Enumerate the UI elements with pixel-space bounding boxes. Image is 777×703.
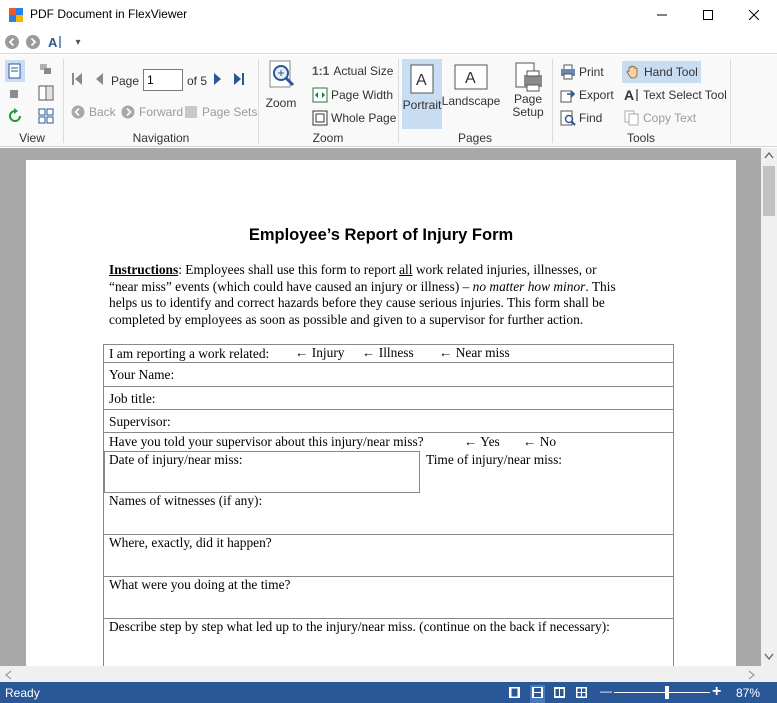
last-page-icon: [233, 72, 245, 86]
supervisor-row[interactable]: [104, 410, 673, 433]
page-setup-icon: [512, 61, 544, 93]
quick-access-toolbar: [0, 30, 777, 54]
landscape-label: Landscape: [441, 94, 501, 108]
qat-customize-dropdown[interactable]: ▾: [75, 36, 81, 48]
page-width-icon: [312, 87, 328, 103]
previous-page-icon: [94, 72, 104, 86]
page-sets-button[interactable]: [183, 104, 257, 120]
app-icon: [9, 8, 23, 22]
forward-label: Forward: [139, 105, 184, 119]
first-page-button[interactable]: [71, 72, 83, 86]
view-group-label: View: [19, 131, 45, 145]
pages-group-label: Pages: [457, 131, 493, 145]
thumbnails-icon: [38, 108, 54, 124]
svg-text:A: A: [465, 70, 476, 87]
qat-back-button[interactable]: [3, 33, 21, 51]
page-sets-label: Page Sets: [202, 105, 258, 119]
forward-icon: [121, 105, 135, 119]
print-label: Print: [579, 65, 604, 79]
find-icon: [560, 110, 576, 126]
scroll-right-icon[interactable]: [748, 670, 756, 680]
maximize-button[interactable]: [685, 0, 731, 30]
hand-tool-label: Hand Tool: [644, 65, 698, 79]
previous-page-button[interactable]: [94, 72, 104, 86]
back-label: Back: [89, 105, 116, 119]
refresh-button[interactable]: [7, 108, 23, 124]
find-button[interactable]: [560, 110, 602, 126]
supervisor-label: Supervisor:: [109, 414, 171, 429]
yes-option[interactable]: ← Yes: [464, 434, 500, 449]
document-viewer[interactable]: [0, 148, 761, 666]
vertical-scroll-thumb[interactable]: [763, 166, 775, 216]
arrow-left-icon: ←: [362, 345, 376, 360]
maximize-icon: [703, 10, 713, 20]
describe-label: Describe step by step what led up to the injury/near miss. (continue on the back if necessary):: [109, 619, 610, 634]
first-page-icon: [71, 72, 83, 86]
title-bar: [0, 0, 777, 30]
witnesses-label: Names of witnesses (if any):: [109, 493, 263, 508]
refresh-icon: [7, 108, 23, 124]
continuous-view-button[interactable]: [39, 63, 53, 77]
copy-text-label: Copy Text: [643, 111, 697, 125]
page-label: Page: [111, 74, 140, 88]
scrollbar-corner: [761, 666, 777, 682]
told-supervisor-label: Have you told your supervisor about this injury/near miss?: [109, 434, 424, 449]
arrow-left-icon: ←: [439, 345, 453, 360]
copy-icon: [624, 110, 640, 126]
reporting-label: I am reporting a work related:: [109, 346, 270, 361]
reporting-type-row: [104, 345, 673, 363]
thumbnail-mode-button[interactable]: [575, 686, 588, 702]
continuous-mode-button[interactable]: [530, 685, 545, 703]
portrait-button[interactable]: [402, 59, 442, 129]
zoom-magnifier-icon: [266, 60, 296, 94]
minimize-button[interactable]: [639, 0, 685, 30]
svg-text:A: A: [416, 72, 427, 89]
name-row[interactable]: [104, 363, 673, 387]
zoom-percent: 87%: [736, 686, 761, 700]
describe-row[interactable]: [104, 619, 673, 666]
text-cursor-icon: [624, 87, 640, 103]
forward-button[interactable]: [120, 104, 183, 120]
job-title-label: Job title:: [109, 391, 156, 406]
qat-forward-button[interactable]: [24, 33, 42, 51]
actual-size-button[interactable]: [312, 64, 393, 78]
thumbnail-mode-icon: [575, 686, 588, 699]
actual-size-icon: 1:1: [312, 64, 330, 78]
thumbnails-button[interactable]: [38, 108, 54, 124]
landscape-button[interactable]: [443, 64, 499, 108]
zoom-slider-thumb[interactable]: [665, 686, 669, 699]
back-icon: [71, 105, 85, 119]
vertical-scrollbar[interactable]: [761, 148, 777, 666]
arrow-left-icon: ←: [464, 434, 478, 449]
zoom-slider-track[interactable]: [614, 692, 710, 693]
injury-option[interactable]: ← Injury: [295, 345, 345, 360]
continuous-pages-icon: [39, 63, 53, 77]
next-page-button[interactable]: [213, 72, 223, 86]
page-number-input[interactable]: [143, 69, 183, 91]
text-select-tool-label: Text Select Tool: [643, 88, 727, 102]
qat-text-select-button[interactable]: [46, 33, 64, 51]
scroll-up-icon[interactable]: [764, 151, 774, 159]
no-option[interactable]: ← No: [523, 434, 557, 449]
zoom-button[interactable]: [264, 60, 298, 110]
document-title: Employee’s Report of Injury Form: [248, 226, 514, 244]
page-width-button[interactable]: [312, 87, 393, 103]
single-page-view-button[interactable]: [5, 60, 25, 82]
text-select-tool-button[interactable]: [624, 87, 727, 103]
page-width-label: Page Width: [331, 88, 394, 102]
export-label: Export: [579, 88, 614, 102]
continuous-mode-icon: [531, 686, 544, 699]
facing-mode-icon: [553, 686, 566, 699]
portrait-icon: [410, 64, 434, 94]
instructions-paragraph: Instructions: Employees shall use this form to report all work related injuries, illnesses, or “near miss” events (which could have caused an injury or illness) – no matter how minor. This helps us to identify and correct hazards before they cause serious injuries. This form shall be completed by employees as soon as possible and given to a supervisor for further action.: [109, 262, 616, 327]
back-button[interactable]: [70, 104, 116, 120]
page-setup-label-line2: Setup: [512, 105, 544, 119]
svg-text:A: A: [48, 35, 58, 50]
date-box[interactable]: [104, 451, 420, 493]
print-button[interactable]: [560, 64, 604, 80]
last-page-button[interactable]: [233, 72, 245, 86]
single-page-mode-button[interactable]: [508, 686, 521, 702]
page-setup-label-line1: Page: [513, 92, 543, 106]
facing-pages-icon: [38, 85, 54, 101]
status-text: Ready: [5, 686, 40, 700]
date-label: Date of injury/near miss:: [109, 452, 243, 467]
time-label: Time of injury/near miss:: [426, 452, 563, 467]
where-label: Where, exactly, did it happen?: [109, 535, 272, 550]
witnesses-row[interactable]: [104, 493, 673, 535]
job-title-row[interactable]: [104, 387, 673, 410]
single-page-icon: [8, 63, 22, 79]
navigation-group-label: Navigation: [132, 131, 190, 145]
facing-pages-button[interactable]: [38, 85, 54, 101]
arrow-left-icon: ←: [523, 434, 537, 449]
export-icon: [560, 87, 576, 103]
scroll-down-icon[interactable]: [764, 653, 774, 661]
page-count-label: of 5: [187, 74, 208, 88]
ribbon: [0, 55, 777, 147]
stop-icon: [8, 88, 20, 100]
next-page-icon: [213, 72, 223, 86]
status-bar: [0, 682, 777, 703]
zoom-out-button[interactable]: —: [600, 684, 612, 698]
instructions-label: Instructions: [109, 262, 179, 277]
printer-icon: [560, 64, 576, 80]
minimize-icon: [657, 10, 667, 20]
injury-form-table: [103, 344, 674, 666]
window-title: PDF Document in FlexViewer: [30, 7, 188, 21]
close-button[interactable]: [731, 0, 777, 30]
facing-mode-button[interactable]: [553, 686, 566, 702]
back-circle-icon: [4, 34, 20, 50]
illness-option[interactable]: ← Illness: [362, 345, 414, 360]
tools-group-label: Tools: [626, 131, 655, 145]
horizontal-scrollbar[interactable]: [0, 666, 761, 682]
export-button[interactable]: [560, 87, 614, 103]
copy-text-button[interactable]: [624, 110, 696, 126]
zoom-in-button[interactable]: +: [712, 683, 722, 700]
close-icon: [749, 10, 759, 20]
actual-size-label: Actual Size: [333, 64, 394, 78]
hand-icon: [625, 64, 641, 80]
arrow-left-icon: ←: [295, 345, 309, 360]
text-select-icon: [47, 34, 63, 50]
hand-tool-button[interactable]: [622, 61, 701, 83]
forward-circle-icon: [25, 34, 41, 50]
page-setup-button[interactable]: [509, 61, 547, 119]
whole-page-label: Whole Page: [331, 111, 397, 125]
group-separator: [730, 59, 731, 143]
single-page-mode-icon: [508, 686, 521, 699]
page-sets-icon: [184, 105, 198, 119]
near-miss-option[interactable]: ← Near miss: [439, 345, 510, 360]
whole-page-button[interactable]: [312, 110, 396, 126]
stop-button[interactable]: [8, 88, 20, 100]
zoom-group-label: Zoom: [312, 131, 344, 145]
scroll-left-icon[interactable]: [4, 670, 12, 680]
doing-label: What were you doing at the time?: [109, 577, 291, 592]
name-label: Your Name:: [109, 367, 175, 382]
landscape-icon: [454, 64, 488, 90]
where-row[interactable]: [104, 535, 673, 577]
pdf-page: [26, 160, 736, 666]
whole-page-icon: [312, 110, 328, 126]
zoom-label: Zoom: [265, 96, 297, 110]
find-label: Find: [579, 111, 603, 125]
portrait-label: Portrait: [402, 98, 442, 112]
svg-text:A: A: [624, 87, 635, 103]
doing-row[interactable]: [104, 577, 673, 619]
